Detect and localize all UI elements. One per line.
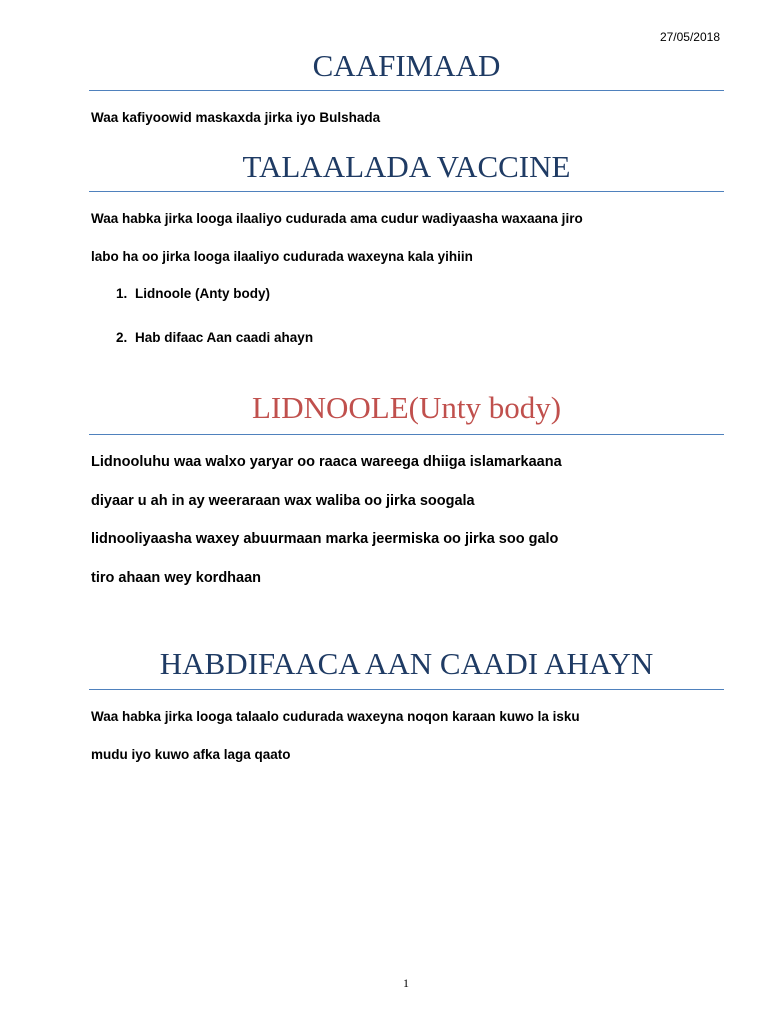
heading-underline [89, 90, 724, 91]
list-item-number: 1. [116, 286, 128, 301]
paragraph-line: Lidnooluhu waa walxo yaryar oo raaca wareega dhiiga islamarkaana [91, 454, 562, 470]
list-item-number: 2. [116, 330, 128, 345]
paragraph-line: diyaar u ah in ay weeraraan wax waliba oo jirka soogala [91, 493, 475, 509]
document-date: 27/05/2018 [659, 30, 720, 44]
heading-caafimaad: CAAFIMAAD [312, 48, 501, 83]
heading-underline [89, 689, 724, 690]
paragraph-line: labo ha oo jirka looga ilaaliyo cudurada waxeyna kala yihiin [91, 249, 473, 264]
list-item-text: Hab difaac Aan caadi ahayn [135, 330, 314, 345]
list-item [116, 330, 313, 345]
heading-underline [89, 434, 724, 435]
list-item [116, 286, 270, 301]
paragraph-line: Waa habka jirka looga ilaaliyo cudurada ama cudur wadiyaasha waxaana jiro [91, 211, 583, 226]
heading-underline [89, 191, 724, 192]
list-item-text: Lidnoole (Anty body) [135, 286, 270, 301]
paragraph-line: tiro ahaan wey kordhaan [91, 570, 262, 586]
paragraph-line: mudu iyo kuwo afka laga qaato [91, 747, 291, 762]
paragraph-line: Waa kafiyoowid maskaxda jirka iyo Bulshada [91, 110, 381, 125]
heading-lidnoole: LIDNOOLE(Unty body) [251, 390, 562, 425]
paragraph-line: Waa habka jirka looga talaalo cudurada waxeyna noqon karaan kuwo la isku [91, 709, 580, 724]
paragraph-line: lidnooliyaasha waxey abuurmaan marka jeermiska oo jirka soo galo [91, 531, 559, 547]
heading-habdifaaca: HABDIFAACA AAN CAADI AHAYN [159, 646, 654, 681]
page-number: 1 [403, 976, 409, 990]
heading-talaalada-vaccine: TALAALADA VACCINE [242, 149, 571, 184]
